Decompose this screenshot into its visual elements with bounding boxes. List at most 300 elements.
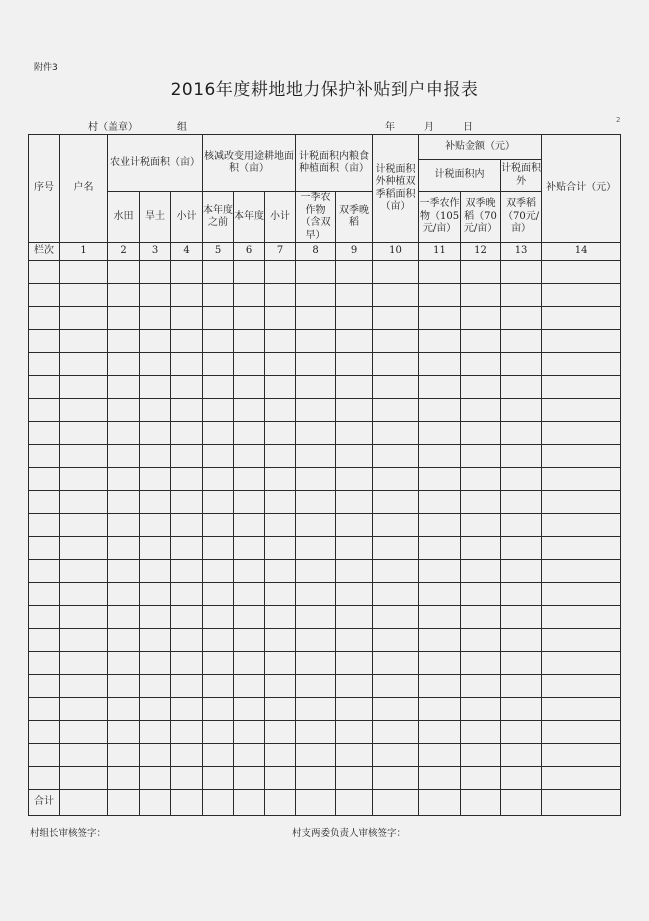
table-cell[interactable] [108,491,140,514]
table-cell[interactable] [29,744,60,767]
table-cell[interactable] [501,767,542,790]
table-cell[interactable] [373,583,419,606]
table-cell[interactable] [234,675,265,698]
table-cell[interactable] [203,261,234,284]
table-cell[interactable] [234,353,265,376]
table-cell[interactable] [108,307,140,330]
table-cell[interactable] [171,675,203,698]
table-cell[interactable] [419,698,461,721]
table-cell[interactable] [60,261,108,284]
table-cell[interactable] [265,744,296,767]
table-cell[interactable] [461,261,501,284]
table-cell[interactable] [296,353,336,376]
table-cell[interactable] [140,675,171,698]
table-cell[interactable] [108,376,140,399]
table-cell[interactable] [296,583,336,606]
table-cell[interactable] [171,721,203,744]
table-cell[interactable] [140,606,171,629]
table-cell[interactable] [373,721,419,744]
table-cell[interactable] [29,652,60,675]
table-cell[interactable] [60,284,108,307]
table-cell[interactable] [265,790,296,816]
table-cell[interactable] [234,652,265,675]
table-cell[interactable] [336,606,373,629]
table-cell[interactable] [140,790,171,816]
table-cell[interactable] [171,744,203,767]
table-cell[interactable] [296,445,336,468]
table-cell[interactable] [373,744,419,767]
table-cell[interactable] [296,537,336,560]
table-cell[interactable] [419,514,461,537]
table-cell[interactable] [461,468,501,491]
table-cell[interactable] [171,330,203,353]
table-cell[interactable] [171,629,203,652]
table-cell[interactable] [108,445,140,468]
table-cell[interactable] [542,376,621,399]
table-cell[interactable] [171,537,203,560]
table-cell[interactable] [265,537,296,560]
table-cell[interactable] [296,468,336,491]
table-cell[interactable] [265,606,296,629]
table-cell[interactable] [171,422,203,445]
table-cell[interactable] [234,284,265,307]
table-cell[interactable] [296,284,336,307]
table-cell[interactable] [234,491,265,514]
table-cell[interactable] [60,629,108,652]
table-cell[interactable] [419,652,461,675]
table-cell[interactable] [108,629,140,652]
table-cell[interactable] [60,353,108,376]
table-cell[interactable] [336,307,373,330]
table-cell[interactable] [296,514,336,537]
table-cell[interactable] [419,721,461,744]
table-cell[interactable] [336,399,373,422]
table-cell[interactable] [60,583,108,606]
table-cell[interactable] [373,491,419,514]
table-cell[interactable] [419,767,461,790]
table-cell[interactable] [203,514,234,537]
table-cell[interactable] [265,399,296,422]
table-cell[interactable] [461,606,501,629]
table-cell[interactable] [171,491,203,514]
table-cell[interactable] [140,261,171,284]
table-cell[interactable] [265,307,296,330]
table-cell[interactable] [542,514,621,537]
table-cell[interactable] [265,675,296,698]
table-cell[interactable] [29,399,60,422]
table-cell[interactable] [501,675,542,698]
table-cell[interactable] [29,606,60,629]
table-cell[interactable] [108,744,140,767]
table-cell[interactable] [461,790,501,816]
table-cell[interactable] [296,721,336,744]
table-cell[interactable] [29,583,60,606]
table-cell[interactable] [171,307,203,330]
table-cell[interactable] [29,445,60,468]
table-cell[interactable] [501,376,542,399]
table-cell[interactable] [542,445,621,468]
table-cell[interactable] [60,514,108,537]
table-cell[interactable] [171,376,203,399]
table-cell[interactable] [461,307,501,330]
table-cell[interactable] [108,468,140,491]
table-cell[interactable] [336,744,373,767]
table-cell[interactable] [234,330,265,353]
table-cell[interactable] [29,721,60,744]
table-cell[interactable] [265,261,296,284]
table-cell[interactable] [373,790,419,816]
table-cell[interactable] [542,790,621,816]
table-cell[interactable] [373,399,419,422]
table-cell[interactable] [203,652,234,675]
table-cell[interactable] [171,399,203,422]
table-cell[interactable] [265,721,296,744]
table-cell[interactable] [336,537,373,560]
table-cell[interactable] [171,353,203,376]
table-cell[interactable] [542,675,621,698]
table-cell[interactable] [108,261,140,284]
table-cell[interactable] [461,284,501,307]
table-cell[interactable] [461,698,501,721]
table-cell[interactable] [336,652,373,675]
table-cell[interactable] [296,606,336,629]
table-cell[interactable] [461,767,501,790]
table-cell[interactable] [461,675,501,698]
table-cell[interactable] [461,652,501,675]
table-cell[interactable] [542,353,621,376]
table-cell[interactable] [29,698,60,721]
table-cell[interactable] [108,583,140,606]
table-cell[interactable] [60,422,108,445]
table-cell[interactable] [542,284,621,307]
table-cell[interactable] [296,560,336,583]
table-cell[interactable] [29,675,60,698]
table-cell[interactable] [60,698,108,721]
table-cell[interactable] [419,468,461,491]
table-cell[interactable] [60,767,108,790]
table-cell[interactable] [171,261,203,284]
table-cell[interactable] [108,721,140,744]
table-cell[interactable] [203,353,234,376]
table-cell[interactable] [296,261,336,284]
table-cell[interactable] [542,422,621,445]
table-cell[interactable] [542,629,621,652]
table-cell[interactable] [501,583,542,606]
table-cell[interactable] [419,629,461,652]
table-cell[interactable] [501,445,542,468]
table-cell[interactable] [60,652,108,675]
table-cell[interactable] [234,445,265,468]
table-cell[interactable] [29,491,60,514]
table-cell[interactable] [419,560,461,583]
table-cell[interactable] [265,698,296,721]
table-cell[interactable] [296,675,336,698]
table-cell[interactable] [171,583,203,606]
table-cell[interactable] [29,514,60,537]
table-cell[interactable] [171,514,203,537]
table-cell[interactable] [542,698,621,721]
table-cell[interactable] [501,261,542,284]
table-cell[interactable] [203,721,234,744]
table-cell[interactable] [461,353,501,376]
table-cell[interactable] [296,330,336,353]
table-cell[interactable] [203,468,234,491]
table-cell[interactable] [419,353,461,376]
table-cell[interactable] [140,744,171,767]
table-cell[interactable] [234,790,265,816]
table-cell[interactable] [234,514,265,537]
table-cell[interactable] [60,491,108,514]
table-cell[interactable] [140,307,171,330]
table-cell[interactable] [234,606,265,629]
table-cell[interactable] [265,491,296,514]
table-cell[interactable] [461,445,501,468]
table-cell[interactable] [108,353,140,376]
table-cell[interactable] [265,353,296,376]
table-cell[interactable] [171,468,203,491]
table-cell[interactable] [419,583,461,606]
table-cell[interactable] [108,790,140,816]
table-cell[interactable] [419,422,461,445]
table-cell[interactable] [203,376,234,399]
table-cell[interactable] [419,307,461,330]
table-cell[interactable] [108,767,140,790]
table-cell[interactable] [542,537,621,560]
table-cell[interactable] [140,721,171,744]
table-cell[interactable] [108,675,140,698]
table-cell[interactable] [29,353,60,376]
table-cell[interactable] [171,698,203,721]
table-cell[interactable] [140,399,171,422]
table-cell[interactable] [234,261,265,284]
table-cell[interactable] [501,399,542,422]
table-cell[interactable] [501,284,542,307]
table-cell[interactable] [419,445,461,468]
table-cell[interactable] [419,399,461,422]
table-cell[interactable] [203,445,234,468]
table-cell[interactable] [140,284,171,307]
table-cell[interactable] [171,652,203,675]
table-cell[interactable] [296,629,336,652]
table-cell[interactable] [203,698,234,721]
table-cell[interactable] [501,514,542,537]
table-cell[interactable] [336,376,373,399]
table-cell[interactable] [234,537,265,560]
table-cell[interactable] [501,698,542,721]
table-cell[interactable] [108,652,140,675]
table-cell[interactable] [336,284,373,307]
table-cell[interactable] [336,583,373,606]
table-cell[interactable] [108,284,140,307]
table-cell[interactable] [60,399,108,422]
table-cell[interactable] [542,767,621,790]
table-cell[interactable] [501,652,542,675]
table-cell[interactable] [336,560,373,583]
table-cell[interactable] [171,560,203,583]
table-cell[interactable] [203,790,234,816]
table-cell[interactable] [171,445,203,468]
table-cell[interactable] [29,468,60,491]
table-cell[interactable] [265,514,296,537]
table-cell[interactable] [373,422,419,445]
table-cell[interactable] [542,606,621,629]
table-cell[interactable] [336,445,373,468]
table-cell[interactable] [60,376,108,399]
table-cell[interactable] [419,376,461,399]
table-cell[interactable] [265,583,296,606]
table-cell[interactable] [373,606,419,629]
table-cell[interactable] [373,468,419,491]
table-cell[interactable] [140,445,171,468]
table-cell[interactable] [234,629,265,652]
table-cell[interactable] [140,491,171,514]
table-cell[interactable] [234,560,265,583]
table-cell[interactable] [108,399,140,422]
table-cell[interactable] [265,629,296,652]
table-cell[interactable] [265,445,296,468]
table-cell[interactable] [140,353,171,376]
table-cell[interactable] [60,330,108,353]
table-cell[interactable] [265,422,296,445]
table-cell[interactable] [419,284,461,307]
table-cell[interactable] [60,560,108,583]
table-cell[interactable] [461,583,501,606]
table-cell[interactable] [265,560,296,583]
table-cell[interactable] [419,790,461,816]
table-cell[interactable] [234,744,265,767]
table-cell[interactable] [501,330,542,353]
table-cell[interactable] [336,261,373,284]
table-cell[interactable] [234,583,265,606]
table-cell[interactable] [373,629,419,652]
table-cell[interactable] [461,422,501,445]
table-cell[interactable] [461,376,501,399]
table-cell[interactable] [140,537,171,560]
table-cell[interactable] [29,629,60,652]
table-cell[interactable] [336,330,373,353]
table-cell[interactable] [542,652,621,675]
table-cell[interactable] [336,767,373,790]
table-cell[interactable] [265,652,296,675]
table-cell[interactable] [542,583,621,606]
table-cell[interactable] [373,353,419,376]
table-cell[interactable] [203,330,234,353]
table-cell[interactable] [542,261,621,284]
table-cell[interactable] [542,491,621,514]
table-cell[interactable] [140,514,171,537]
table-cell[interactable] [29,261,60,284]
table-cell[interactable] [234,698,265,721]
table-cell[interactable] [60,445,108,468]
table-cell[interactable] [419,744,461,767]
table-cell[interactable] [296,767,336,790]
table-cell[interactable] [108,422,140,445]
table-cell[interactable] [336,514,373,537]
table-cell[interactable] [203,307,234,330]
table-cell[interactable] [203,399,234,422]
table-cell[interactable] [140,422,171,445]
table-cell[interactable] [60,606,108,629]
table-cell[interactable] [108,560,140,583]
table-cell[interactable] [140,330,171,353]
table-cell[interactable] [501,790,542,816]
table-cell[interactable] [461,399,501,422]
table-cell[interactable] [171,284,203,307]
table-cell[interactable] [60,468,108,491]
table-cell[interactable] [501,307,542,330]
table-cell[interactable] [542,744,621,767]
table-cell[interactable] [203,583,234,606]
table-cell[interactable] [501,468,542,491]
table-cell[interactable] [373,284,419,307]
table-cell[interactable] [542,721,621,744]
table-cell[interactable] [203,675,234,698]
table-cell[interactable] [140,468,171,491]
table-cell[interactable] [29,284,60,307]
table-cell[interactable] [140,698,171,721]
table-cell[interactable] [203,422,234,445]
table-cell[interactable] [234,422,265,445]
table-cell[interactable] [29,376,60,399]
table-cell[interactable] [373,537,419,560]
table-cell[interactable] [336,675,373,698]
table-cell[interactable] [60,537,108,560]
table-cell[interactable] [203,537,234,560]
table-cell[interactable] [108,698,140,721]
table-cell[interactable] [419,537,461,560]
table-cell[interactable] [29,330,60,353]
table-cell[interactable] [336,721,373,744]
table-cell[interactable] [265,284,296,307]
table-cell[interactable] [296,491,336,514]
table-cell[interactable] [234,767,265,790]
table-cell[interactable] [461,560,501,583]
table-cell[interactable] [461,330,501,353]
table-cell[interactable] [60,675,108,698]
table-cell[interactable] [336,422,373,445]
table-cell[interactable] [29,767,60,790]
table-cell[interactable] [419,675,461,698]
table-cell[interactable] [296,307,336,330]
table-cell[interactable] [501,744,542,767]
table-cell[interactable] [203,560,234,583]
table-cell[interactable] [234,721,265,744]
table-cell[interactable] [171,606,203,629]
table-cell[interactable] [501,422,542,445]
table-cell[interactable] [171,767,203,790]
table-cell[interactable] [373,514,419,537]
table-cell[interactable] [108,330,140,353]
table-cell[interactable] [108,606,140,629]
table-cell[interactable] [373,560,419,583]
table-cell[interactable] [542,560,621,583]
table-cell[interactable] [29,537,60,560]
table-cell[interactable] [461,629,501,652]
table-cell[interactable] [461,537,501,560]
table-cell[interactable] [140,629,171,652]
table-cell[interactable] [140,583,171,606]
table-cell[interactable] [60,721,108,744]
table-cell[interactable] [29,307,60,330]
table-cell[interactable] [29,560,60,583]
table-cell[interactable] [140,767,171,790]
table-cell[interactable] [234,468,265,491]
table-cell[interactable] [203,606,234,629]
table-cell[interactable] [461,721,501,744]
table-cell[interactable] [419,606,461,629]
table-cell[interactable] [203,744,234,767]
table-cell[interactable] [108,537,140,560]
